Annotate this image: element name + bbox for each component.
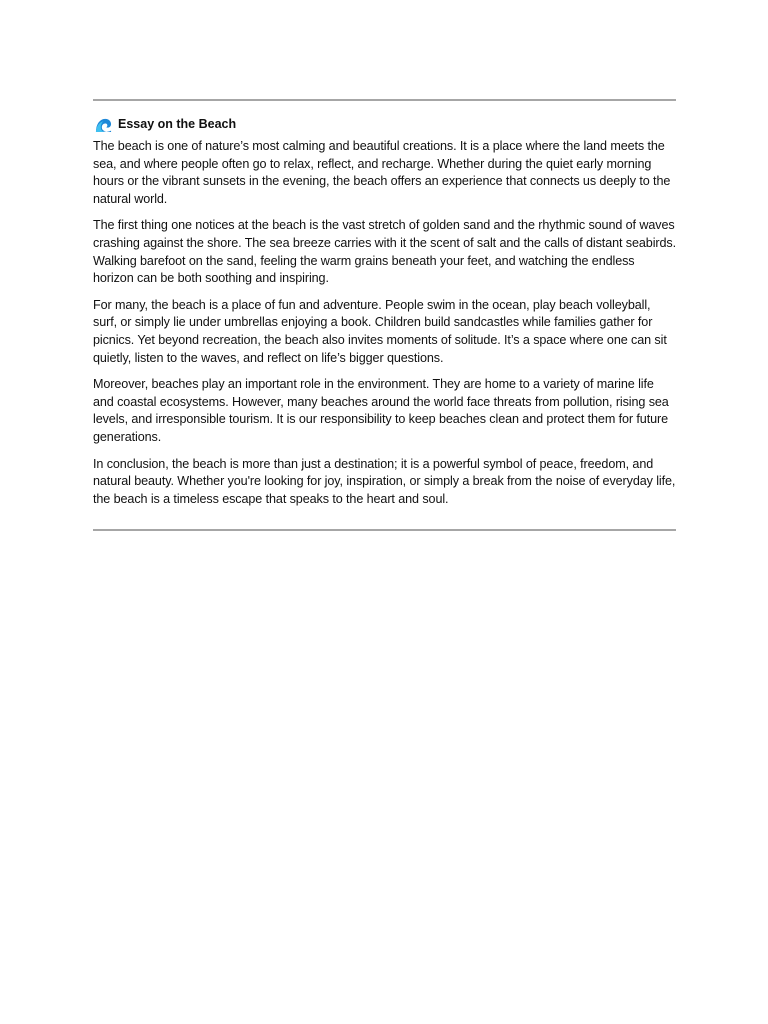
bottom-divider: [93, 529, 676, 531]
water-wave-icon: [95, 116, 112, 133]
essay-title: Essay on the Beach: [118, 117, 237, 131]
essay-paragraph-2: The first thing one notices at the beach is the vast stretch of golden sand and the rhythmic sound of waves crashing against the shore. The sea breeze carries with it the scent of salt and the calls of distant seabirds. Walking barefoot on the sand, feeling the warm grains beneath your feet, and watching the endless horizon can be both soothing and inspiring.: [93, 218, 676, 286]
top-divider: [93, 99, 676, 101]
essay-paragraph-1: The beach is one of nature’s most calming and beautiful creations. It is a place where the land meets the sea, and where people often go to relax, reflect, and recharge. Whether during the quiet early morning hours or the vibrant sunsets in the evening, the beach offers an experience that connects us deeply to the natural world.: [93, 139, 671, 206]
essay-header: [93, 116, 676, 133]
essay-paragraph-4: Moreover, beaches play an important role in the environment. They are home to a variety of marine life and coastal ecosystems. However, many beaches around the world face threats from pollution, rising sea levels, and irresponsible tourism. It is our responsibility to keep beaches clean and protect them for future generations.: [93, 377, 669, 444]
essay-paragraph-3: For many, the beach is a place of fun and adventure. People swim in the ocean, play beach volleyball, surf, or simply lie under umbrellas enjoying a book. Children build sandcastles while families gather for picnics. Yet beyond recreation, the beach also invites moments of solitude. It’s a space where one can sit quietly, listen to the waves, and reflect on life’s bigger questions.: [93, 297, 667, 365]
essay-paragraph-5: In conclusion, the beach is more than just a destination; it is a powerful symbol of peace, freedom, and natural beauty. Whether you're looking for joy, inspiration, or simply a break from the noise of everyday life, the beach is a timeless escape that speaks to the heart and soul.: [93, 456, 676, 506]
essay-document: [93, 99, 676, 531]
